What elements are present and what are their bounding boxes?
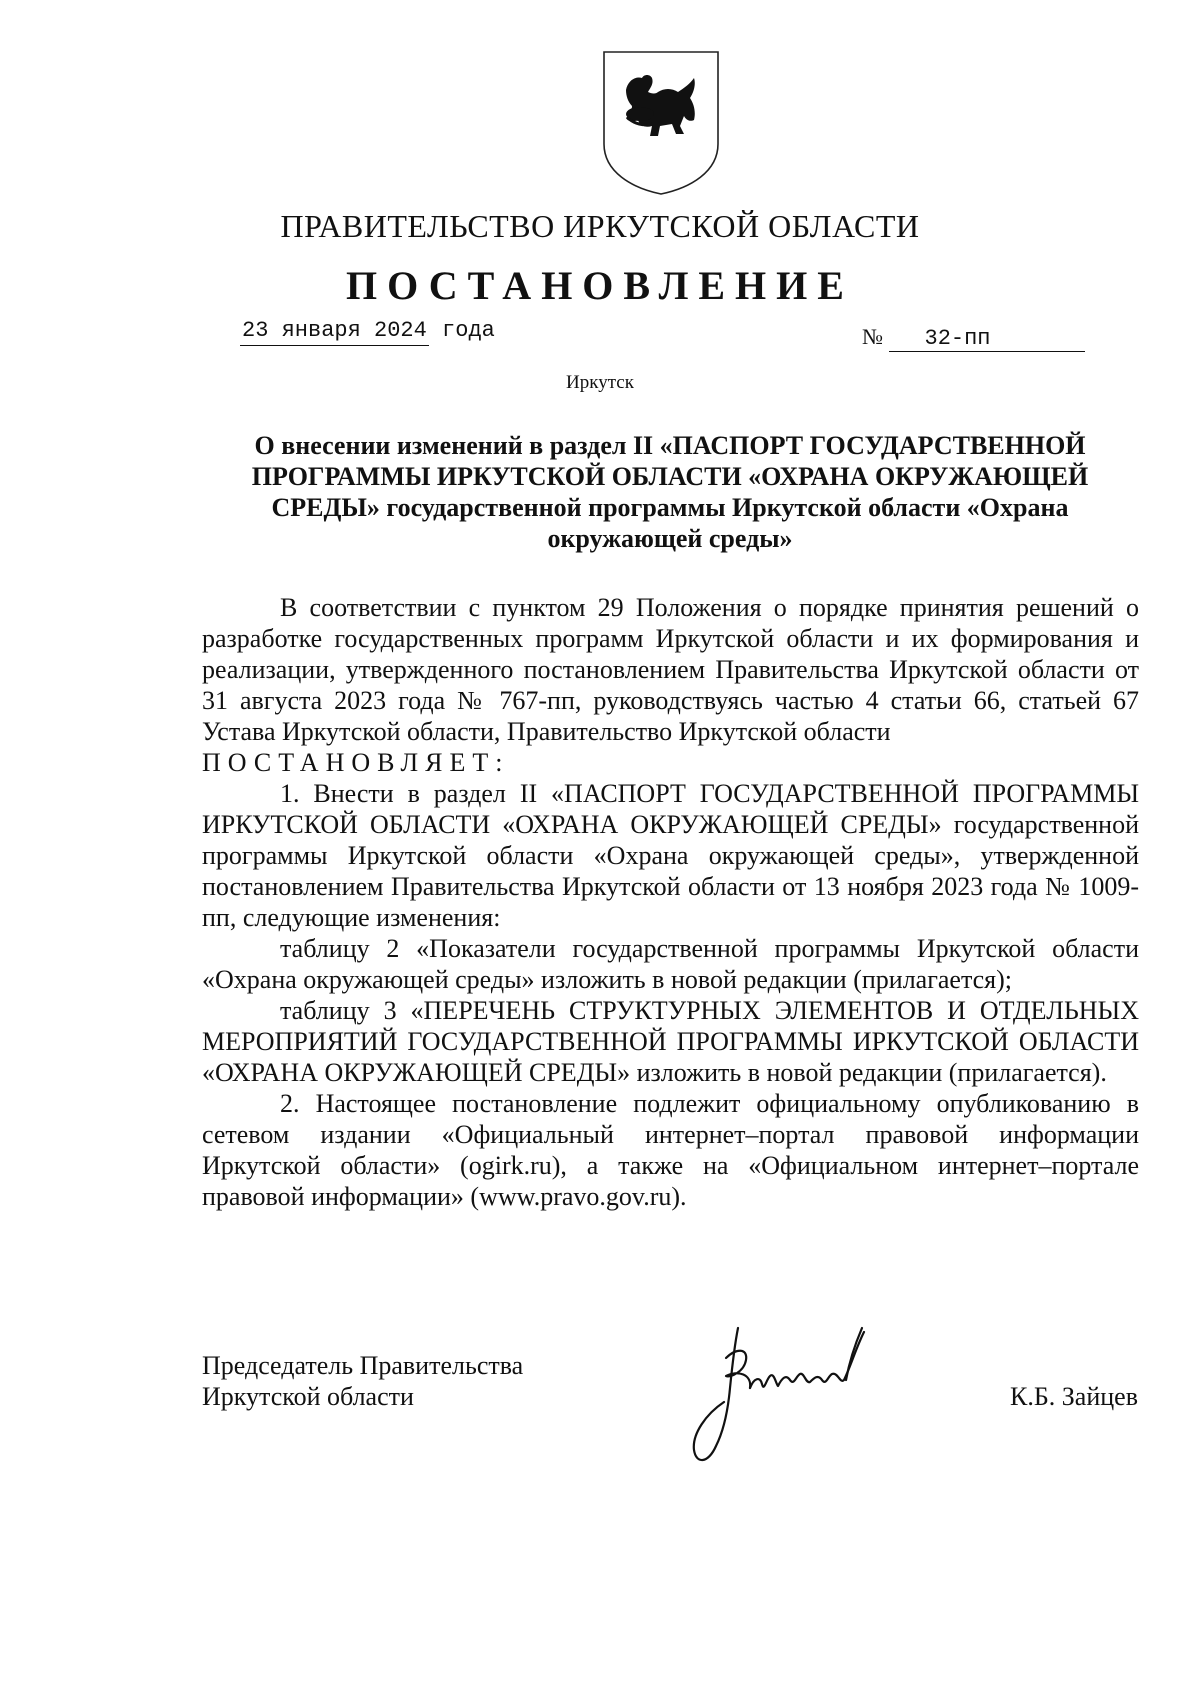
- item-1-table-2: таблицу 2 «Показатели государственной программы Иркутской области «Охрана окружающей среды» изложить в новой редакции (прилагается);: [202, 934, 1139, 994]
- document-date: [240, 318, 495, 346]
- item-1-table-3: таблицу 3 «ПЕРЕЧЕНЬ СТРУКТУРНЫХ ЭЛЕМЕНТОВ И ОТДЕЛЬНЫХ МЕРОПРИЯТИЙ ГОСУДАРСТВЕННОЙ ПРОГРАММЫ ИРКУТСКОЙ ОБЛАСТИ «ОХРАНА ОКРУЖАЮЩЕЙ СРЕДЫ» изложить в новой редакции (прилагается).: [202, 996, 1139, 1087]
- item-1-paragraph: 1. Внести в раздел II «ПАСПОРТ ГОСУДАРСТВЕННОЙ ПРОГРАММЫ ИРКУТСКОЙ ОБЛАСТИ «ОХРАНА ОКРУЖАЮЩЕЙ СРЕДЫ» государственной программы Иркутской области «Охрана окружающей среды», утвержденной постановлением Правительства Иркутской области от 13 ноября 2023 года № 1009-пп, следующие изменения:: [202, 779, 1139, 932]
- document-body: [202, 592, 1139, 1212]
- date-suffix: года: [442, 318, 495, 343]
- coat-of-arms-icon: [598, 48, 724, 198]
- signer-position-line-1: Председатель Правительства: [202, 1351, 524, 1380]
- signer-name: К.Б. Зайцев: [1010, 1382, 1138, 1411]
- item-2-paragraph: 2. Настоящее постановление подлежит официальному опубликованию в сетевом издании «Официальный интернет–портал правовой информации Иркутской области» (ogirk.ru), а также на «Официальном интернет–портале правовой информации» (www.pravo.gov.ru).: [202, 1089, 1139, 1211]
- resolves-word: ПОСТАНОВЛЯЕТ:: [202, 748, 510, 777]
- document-type: ПОСТАНОВЛЕНИЕ: [346, 263, 854, 308]
- number-value: 32-пп: [889, 326, 1085, 352]
- number-sign: №: [862, 324, 883, 349]
- date-value: 23 января 2024: [240, 318, 429, 346]
- organization-name: ПРАВИТЕЛЬСТВО ИРКУТСКОЙ ОБЛАСТИ: [280, 208, 920, 244]
- signer-position-line-2: Иркутской области: [202, 1382, 414, 1411]
- preamble-paragraph: В соответствии с пунктом 29 Положения о порядке принятия решений о разработке государственных программ Иркутской области и их формирования и реализации, утвержденного постановлением Правительства Иркутской области от 31 августа 2023 года № 767-пп, руководствуясь частью 4 статьи 66, статьей 67 Устава Иркутской области, Правительство Иркутской области: [202, 593, 1139, 746]
- signer-position: [202, 1350, 523, 1412]
- document-title: О внесении изменений в раздел II «ПАСПОРТ ГОСУДАРСТВЕННОЙ ПРОГРАММЫ ИРКУТСКОЙ ОБЛАСТИ «ОХРАНА ОКРУЖАЮЩЕЙ СРЕДЫ» государственной программы Иркутской области «Охрана окружающей среды»: [251, 431, 1089, 553]
- handwritten-signature: [686, 1318, 936, 1468]
- city: Иркутск: [566, 372, 634, 393]
- document-number: [862, 324, 1085, 352]
